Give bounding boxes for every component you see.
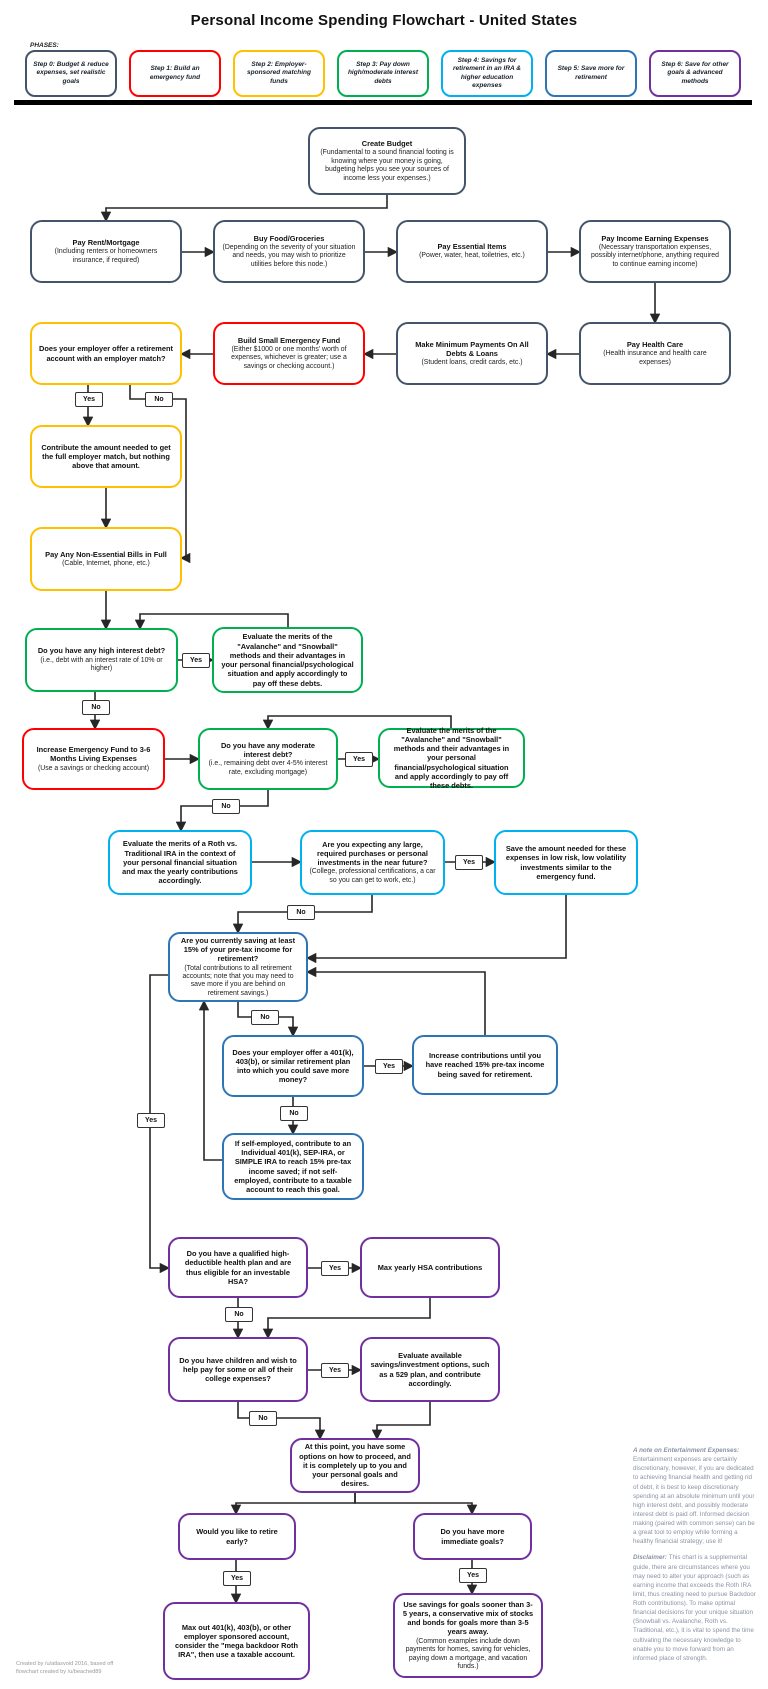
section-divider (14, 100, 752, 105)
label-yes-retire-early: Yes (223, 1571, 251, 1586)
node-pay-rent-mortgage: Pay Rent/Mortgage (Including renters or homeowners insurance, if required) (30, 220, 182, 283)
node-moderate-interest-debt-question: Do you have any moderate interest debt? (i.e., remaining debt over 4-5% interest rate, excluding mortgage) (198, 728, 338, 790)
node-buy-food-groceries: Buy Food/Groceries (Depending on the severity of your situation and needs, you may wish to prioritize utilities before this node.) (213, 220, 365, 283)
phase-step3: Step 3: Pay down high/moderate interest debts (337, 50, 429, 97)
node-high-interest-debt-question: Do you have any high interest debt? (i.e., debt with an interest rate of 10% or higher) (25, 628, 178, 692)
node-contribute-employer-match: Contribute the amount needed to get the full employer match, but nothing above that amount. (30, 425, 182, 488)
phases-label: PHASES: (30, 42, 59, 49)
credit-line-2: flowchart created by /u/beached89 (16, 1669, 102, 1676)
label-yes-moderate-debt: Yes (345, 752, 373, 767)
node-roth-vs-traditional-ira: Evaluate the merits of a Roth vs. Traditional IRA in the context of your personal financial situation and max the yearly contributions accordingly. (108, 830, 252, 895)
node-large-purchases-question: Are you expecting any large, required purchases or personal investments in the near future? (College, professional certifications, a car so you can get to work, etc.) (300, 830, 445, 895)
label-no-employer-401k: No (280, 1106, 308, 1121)
phase-step5: Step 5: Save more for retirement (545, 50, 637, 97)
node-saving-15-percent-question: Are you currently saving at least 15% of your pre-tax income for retirement? (Total contributions to all retirement accounts; note that you may need to save more if you are behind on retirement savings.) (168, 932, 308, 1002)
node-self-employed-contribute: If self-employed, contribute to an Individual 401(k), SEP-IRA, or SIMPLE IRA to reach 15% pre-tax income saved; if not self-employed, contribute to a taxable account to reach this goal. (222, 1133, 364, 1200)
node-employer-match-question: Does your employer offer a retirement account with an employer match? (30, 322, 182, 385)
phase-step0: Step 0: Budget & reduce expenses, set realistic goals (25, 50, 117, 97)
label-yes-employer-match: Yes (75, 392, 103, 407)
node-retire-early-question: Would you like to retire early? (178, 1513, 296, 1560)
node-increase-contributions: Increase contributions until you have reached 15% pre-tax income being saved for retirement. (412, 1035, 558, 1095)
node-employer-401k-question: Does your employer offer a 401(k), 403(b), or similar retirement plan into which you could save more money? (222, 1035, 364, 1097)
label-yes-immediate-goals: Yes (459, 1568, 487, 1583)
label-yes-saving-15: Yes (137, 1113, 165, 1128)
node-minimum-payments: Make Minimum Payments On All Debts & Loans (Student loans, credit cards, etc.) (396, 322, 548, 385)
node-immediate-goals-question: Do you have more immediate goals? (413, 1513, 532, 1560)
node-save-low-risk: Save the amount needed for these expenses in low risk, low volatility investments similar to the emergency fund. (494, 830, 638, 895)
label-no-large-purchases: No (287, 905, 315, 920)
label-no-hsa: No (225, 1307, 253, 1322)
disclaimer-title: Disclaimer: (633, 1554, 667, 1562)
label-no-high-interest: No (82, 700, 110, 715)
node-hsa-question: Do you have a qualified high-deductible health plan and are thus eligible for an investable HSA? (168, 1237, 308, 1298)
label-no-children: No (249, 1411, 277, 1426)
node-pay-income-earning-expenses: Pay Income Earning Expenses (Necessary transportation expenses, possibly internet/phone, anything required to continue earning income) (579, 220, 731, 283)
node-pay-health-care: Pay Health Care (Health insurance and health care expenses) (579, 322, 731, 385)
label-yes-large-purchases: Yes (455, 855, 483, 870)
phase-step6: Step 6: Save for other goals & advanced methods (649, 50, 741, 97)
entertainment-note: A note on Entertainment Expenses: Entertainment expenses are certainly discretionary, however, if you are dedicated to achieving financial health and getting rid of debt, it is best to keep discretionary spending at an absolute minimum until your high interest debt, and possibly moderate interest debt is paid off. Informed decision making (paired with common sense) can be a great tool to employ while forming a healthy financial strategy; use it! (633, 1447, 755, 1546)
node-avalanche-snowball-high: Evaluate the merits of the "Avalanche" and "Snowball" methods and their advantages in your personal financial/psychological situation and apply accordingly to pay off these debts. (212, 627, 363, 693)
label-no-saving-15: No (251, 1010, 279, 1025)
credit-text (16, 1660, 113, 1677)
label-yes-hsa: Yes (321, 1261, 349, 1276)
node-max-hsa-contributions: Max yearly HSA contributions (360, 1237, 500, 1298)
phase-step2: Step 2: Employer-sponsored matching funds (233, 50, 325, 97)
page-title: Personal Income Spending Flowchart - United States (190, 12, 578, 29)
node-use-savings-for-goals: Use savings for goals sooner than 3-5 years, a conservative mix of stocks and bonds for goals more than 3-5 years away. (Common examples include down payments for homes, saving for vehicles, paying down a mortgage, and vacation funds.) (393, 1593, 543, 1678)
node-evaluate-529-plan: Evaluate available savings/investment options, such as a 529 plan, and contribute accordingly. (360, 1337, 500, 1402)
node-avalanche-snowball-moderate: Evaluate the merits of the "Avalanche" and "Snowball" methods and their advantages in your personal financial/psychological situation and apply accordingly to pay off these debts. (378, 728, 525, 788)
node-create-budget: Create Budget (Fundamental to a sound financial footing is knowing where your money is going, budgeting helps you see your sources of income less your expenses.) (308, 127, 466, 195)
disclaimer-note: Disclaimer: This chart is a supplemental guide, there are circumstances where you may need to alter your approach (such as earning income that exceeds the Roth IRA limit, thus creating need to pursue Backdoor Roth contributions). To make optimal financial decisions for your unique situation (Snowball vs. Avalanche, Roth vs. Traditional, etc.), it is vital to spend the time cultivating the necessary knowledge to enable you to move forward from an informed place of strength. (633, 1554, 756, 1662)
phase-step1: Step 1: Build an emergency fund (129, 50, 221, 97)
node-children-college-question: Do you have children and wish to help pay for some or all of their college expenses? (168, 1337, 308, 1402)
label-no-employer-match: No (145, 392, 173, 407)
node-pay-essential-items: Pay Essential Items (Power, water, heat, toiletries, etc.) (396, 220, 548, 283)
label-yes-employer-401k: Yes (375, 1059, 403, 1074)
credit-line-1: Created by /u/atlasvoid 2016, based off (16, 1661, 114, 1667)
node-at-this-point: At this point, you have some options on how to proceed, and it is completely up to you and your personal goals and desires. (290, 1438, 420, 1493)
label-yes-high-interest: Yes (182, 653, 210, 668)
label-no-moderate-debt: No (212, 799, 240, 814)
side-notes (633, 1446, 757, 1670)
node-pay-nonessential-bills: Pay Any Non-Essential Bills in Full (Cable, Internet, phone, etc.) (30, 527, 182, 591)
phase-step4: Step 4: Savings for retirement in an IRA & higher education expenses (441, 50, 533, 97)
entertainment-note-title: A note on Entertainment Expenses: (633, 1447, 740, 1454)
node-max-out-retirement-accounts: Max out 401(k), 403(b), or other employer sponsored account, consider the "mega backdoor Roth IRA", then use a taxable account. (163, 1602, 310, 1680)
label-yes-children: Yes (321, 1363, 349, 1378)
node-increase-emergency-fund: Increase Emergency Fund to 3-6 Months Living Expenses (Use a savings or checking account) (22, 728, 165, 790)
node-build-small-emergency-fund: Build Small Emergency Fund (Either $1000 or one months' worth of expenses, whichever is greater; use a savings or checking account.) (213, 322, 365, 385)
